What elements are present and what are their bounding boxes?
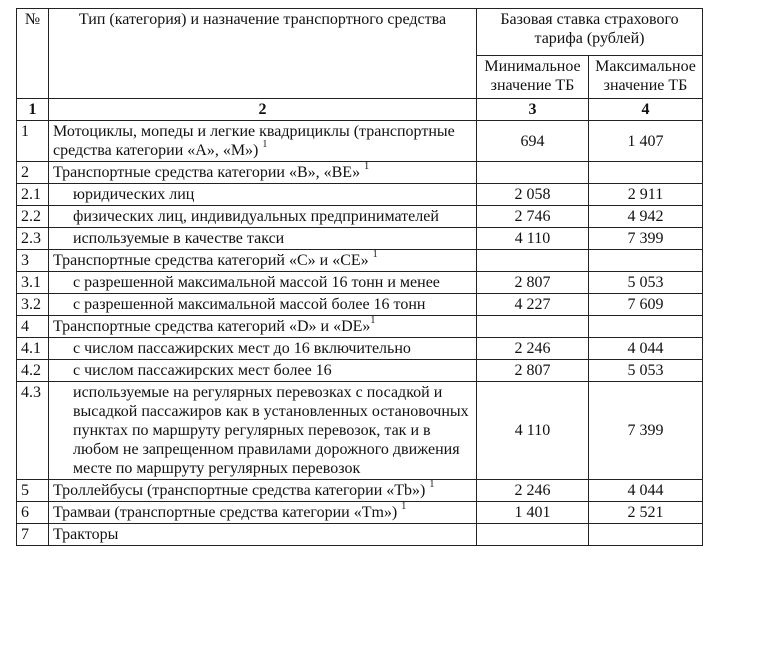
colnum-4: 4: [589, 99, 703, 121]
colnum-2: 2: [49, 99, 477, 121]
min-value: [477, 162, 589, 184]
row-description: [49, 502, 477, 524]
min-value: 4 110: [477, 382, 589, 480]
max-value: 2 521: [589, 502, 703, 524]
table-row: [17, 294, 703, 316]
header-row: [17, 9, 703, 56]
max-value: 5 053: [589, 272, 703, 294]
row-number: 2.3: [17, 228, 49, 250]
row-number: 2.1: [17, 184, 49, 206]
max-value: 4 044: [589, 338, 703, 360]
row-number: 3.2: [17, 294, 49, 316]
max-value: [589, 524, 703, 546]
row-number: 7: [17, 524, 49, 546]
table-row: [17, 338, 703, 360]
min-value: 2 246: [477, 338, 589, 360]
min-value: 2 246: [477, 480, 589, 502]
header-min: Минимальное значение ТБ: [477, 56, 589, 99]
min-value: 4 227: [477, 294, 589, 316]
column-number-row: [17, 99, 703, 121]
colnum-1: 1: [17, 99, 49, 121]
row-description: с числом пассажирских мест более 16: [49, 360, 477, 382]
max-value: 4 942: [589, 206, 703, 228]
row-number: 4: [17, 316, 49, 338]
row-number: 1: [17, 121, 49, 162]
row-text: Троллейбусы (транспортные средства категории «Tb»): [53, 482, 426, 499]
max-value: [589, 316, 703, 338]
max-value: 7 399: [589, 382, 703, 480]
max-value: 7 609: [589, 294, 703, 316]
min-value: 2 058: [477, 184, 589, 206]
table-row: [17, 162, 703, 184]
table-row: [17, 121, 703, 162]
max-value: 4 044: [589, 480, 703, 502]
table-row: [17, 524, 703, 546]
footnote-mark: 1: [262, 138, 268, 150]
row-description: с разрешенной максимальной массой 16 тонн и менее: [49, 272, 477, 294]
footnote-mark: 1: [401, 500, 407, 512]
row-description: юридических лиц: [49, 184, 477, 206]
row-text: Транспортные средства категорий «С» и «СЕ»: [53, 252, 369, 269]
row-description: физических лиц, индивидуальных предпринимателей: [49, 206, 477, 228]
row-number: 6: [17, 502, 49, 524]
table-row: [17, 228, 703, 250]
table-row: [17, 250, 703, 272]
max-value: [589, 250, 703, 272]
footnote-mark: 1: [429, 478, 435, 490]
min-value: 1 401: [477, 502, 589, 524]
row-description: используемые в качестве такси: [49, 228, 477, 250]
row-number: 5: [17, 480, 49, 502]
min-value: 2 807: [477, 360, 589, 382]
header-num: №: [17, 9, 49, 99]
header-type: Тип (категория) и назначение транспортного средства: [49, 9, 477, 99]
row-number: 4.3: [17, 382, 49, 480]
table-row: [17, 382, 703, 480]
min-value: 694: [477, 121, 589, 162]
max-value: 2 911: [589, 184, 703, 206]
row-number: 4.1: [17, 338, 49, 360]
row-number: 2: [17, 162, 49, 184]
row-number: 3: [17, 250, 49, 272]
header-base-rate: Базовая ставка страхового тарифа (рублей): [477, 9, 703, 56]
max-value: 7 399: [589, 228, 703, 250]
table-row: [17, 480, 703, 502]
footnote-mark: 1: [364, 160, 370, 172]
max-value: [589, 162, 703, 184]
row-description: [49, 121, 477, 162]
row-description: с разрешенной максимальной массой более 16 тонн: [49, 294, 477, 316]
min-value: [477, 524, 589, 546]
tariff-table: [16, 8, 703, 546]
max-value: 1 407: [589, 121, 703, 162]
row-description: [49, 316, 477, 338]
row-description: с числом пассажирских мест до 16 включительно: [49, 338, 477, 360]
min-value: [477, 316, 589, 338]
row-text: Транспортные средства категории «В», «ВЕ»: [53, 164, 361, 181]
row-description: [49, 250, 477, 272]
row-description: [49, 480, 477, 502]
row-description: Тракторы: [49, 524, 477, 546]
min-value: [477, 250, 589, 272]
row-text: Мотоциклы, мопеды и легкие квадрициклы (транспортные средства категории «А», «М»): [53, 123, 455, 159]
row-text: Трамваи (транспортные средства категории «Tm»): [53, 504, 398, 521]
min-value: 2 746: [477, 206, 589, 228]
row-number: 3.1: [17, 272, 49, 294]
row-text: Транспортные средства категорий «D» и «DE»: [53, 318, 371, 335]
header-max: Максимальное значение ТБ: [589, 56, 703, 99]
row-description: используемые на регулярных перевозках с посадкой и высадкой пассажиров как в установленных остановочных пунктах по маршруту регулярных перевозок, так и в любом не запрещенном правилами дорожного движения месте по маршруту регулярных перевозок: [49, 382, 477, 480]
table-row: [17, 502, 703, 524]
table-row: [17, 272, 703, 294]
footnote-mark: 1: [370, 314, 376, 326]
colnum-3: 3: [477, 99, 589, 121]
row-number: 2.2: [17, 206, 49, 228]
max-value: 5 053: [589, 360, 703, 382]
footnote-mark: 1: [372, 248, 378, 260]
row-number: 4.2: [17, 360, 49, 382]
row-description: [49, 162, 477, 184]
table-row: [17, 316, 703, 338]
min-value: 4 110: [477, 228, 589, 250]
table-row: [17, 206, 703, 228]
table-row: [17, 184, 703, 206]
table-row: [17, 360, 703, 382]
min-value: 2 807: [477, 272, 589, 294]
